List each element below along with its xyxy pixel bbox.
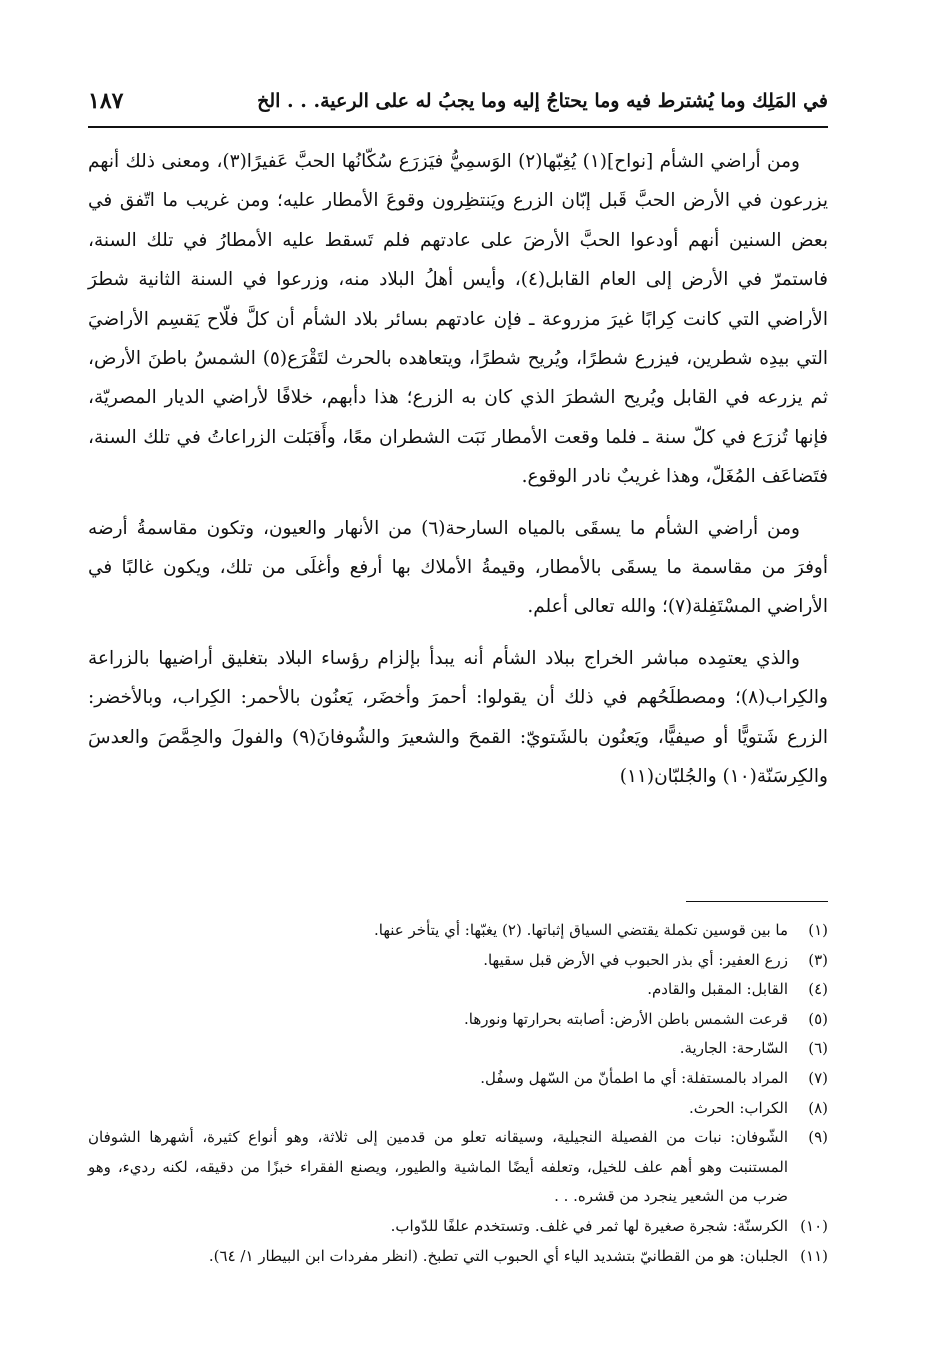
paragraph: ومن أراضي الشأم ما يسقَى بالمياه السارحة(٦) من الأنهار والعيون، وتكون مقاسمةُ أرضه أوفرَ من مقاسمة ما يسقَى بالأمطار، وقيمةُ الأملاك بها أرفع وأغلَى من تلك، ويكون غالبًا في الأراضي المسْتَفِلة(٧)؛ والله تعالى أعلم. [88, 517, 828, 618]
footnote-number: (٤) [808, 980, 828, 999]
header-divider [88, 126, 828, 128]
chapter-title: في المَلِك وما يُشترط فيه وما يحتاجُ إليه وما يجبُ له على الرعية. . . الخ [257, 90, 828, 112]
footnote-number: (٨) [808, 1098, 828, 1117]
footnote [88, 946, 828, 976]
footnote-number: (٣) [808, 950, 828, 969]
footnote-text: الجلبان: هو من القطانيّ بتشديد الياء أي الحبوب التي تطبخ. (انظر مفردات ابن البيطار ١/ ٦٤). [208, 1246, 788, 1265]
footnote [88, 1064, 828, 1094]
footnote-text: الكرسنّة: شجرة صغيرة لها ثمر في غلف. وتستخدم علفًا للدّواب. [390, 1216, 788, 1235]
footnote-number: (٥) [808, 1009, 828, 1028]
footnote-number: (١) [808, 921, 828, 939]
footnote-text: القابل: المقبل والقادم. [647, 980, 788, 999]
footnotes [88, 916, 828, 1271]
page-number: ١٨٧ [88, 88, 124, 114]
footnote [88, 975, 828, 1005]
footnote-text: الكراب: الحرث. [689, 1098, 788, 1117]
paragraph: والذي يعتمِده مباشر الخراج ببلاد الشأم أنه يبدأ بإلزام رؤساء البلاد بتغليق أراضيها بالزراعة والكِراب(٨)؛ ومصطلَحُهم في ذلك أن يقولوا: أحمرَ وأخضَر، يَعنُون بالأحمر: الكِراب، وبالأخضر: الزرع شَتويًّا أو صيفيًّا، ويَعنُون بالشَتويّ: القمحَ والشعيرَ والشُوفانَ(٩) والفولَ والحِمَّصَ والعدسَ والكِرسَنّة(١٠) والجُلبّان(١١) [88, 647, 829, 788]
footnote [88, 916, 828, 946]
footnote-divider [686, 901, 828, 902]
footnote [88, 1005, 828, 1035]
footnote-text: قرعت الشمس باطن الأرض: أصابته بحرارتها ونورها. [464, 1009, 788, 1028]
footnote-text: المراد بالمستفلة: أي ما اطمأنّ من السّهل وسفُل. [480, 1068, 788, 1087]
footnote [88, 1123, 828, 1212]
footnote-text: ما بين قوسين تكملة يقتضي السياق إثباتها. (٢) يغبّها: أي يتأخر عنها. [374, 921, 788, 939]
footnote [88, 1094, 828, 1124]
footnote-text: زرع العفير: أي بذر الحبوب في الأرض قبل سقيها. [483, 950, 788, 969]
footnote-number: (٦) [808, 1039, 828, 1058]
footnote [88, 1242, 828, 1272]
footnote-number: (١١) [800, 1246, 828, 1265]
footnote [88, 1034, 828, 1064]
footnote-number: (٩) [808, 1128, 828, 1147]
footnote-number: (١٠) [800, 1216, 828, 1235]
paragraph: ومن أراضي الشأم [نواح](١) يُغِبّها(٢) الوَسمِيُّ فيَزرَع سُكّانُها الحبَّ عَفيرًا(٣)، ومعنى ذلك أنهم يزرعون في الأرض الحبَّ قَبل إبّان الزرع ويَنتظِرون وقوعَ الأمطار عليه؛ ومن غريب ما اتّفق في بعض السنين أنهم أودعوا الحبَّ الأرضَ على عادتهم فلم تَسقط عليه الأمطارُ في تلك السنة، فاستمرّ في الأرض إلى العام القابل(٤)، وأيس أهلُ البلاد منه، وزرعوا في السنة الثانية شطرَ الأراضي التي كانت كِرابًا غيرَ مزروعة ـ فإن عادتهم بسائر بلاد الشأم أن كلَّ فلّاح يَقسِم الأراضيَ التي بيدِه شطرين، فيزرع شطرًا، ويُريح شطرًا، ويتعاهده بالحرث لتَقْرَع(٥) الشمسُ باطنَ الأرض، ثم يزرعه في القابل ويُريح الشطرَ الذي كان به الزرع؛ هذا دأبهم، خلافًا لأراضي الديار المصريّة، فإنها تُزرَع في كلّ سنة ـ فلما وقعت الأمطار نَبَت الشطران معًا، وأَقبَلت الزراعاتُ في تلك السنة، فتَضاعَف المُغَلّ، وهذا غريبٌ نادر الوقوع. [88, 151, 828, 488]
main-text [88, 142, 828, 809]
footnote-number: (٧) [808, 1068, 828, 1087]
footnote-text: الشّوفان: نبات من الفصيلة النجيلية، وسيقانه تعلو من قدمين إلى ثلاثة، وهو أنواع كثيرة، أشهرها الشوفان المستنبت وهو أهم علف للخيل، وتعلفه أيضًا الماشية والطيور، ويصنع الفقراء خبزًا من دقيقه، لكنه رديء، وهو ضرب من الشعير ينجرد من قشره. . . [88, 1128, 788, 1206]
footnote [88, 1212, 828, 1242]
footnote-text: السّارحة: الجارية. [679, 1039, 788, 1058]
running-header [88, 86, 828, 122]
